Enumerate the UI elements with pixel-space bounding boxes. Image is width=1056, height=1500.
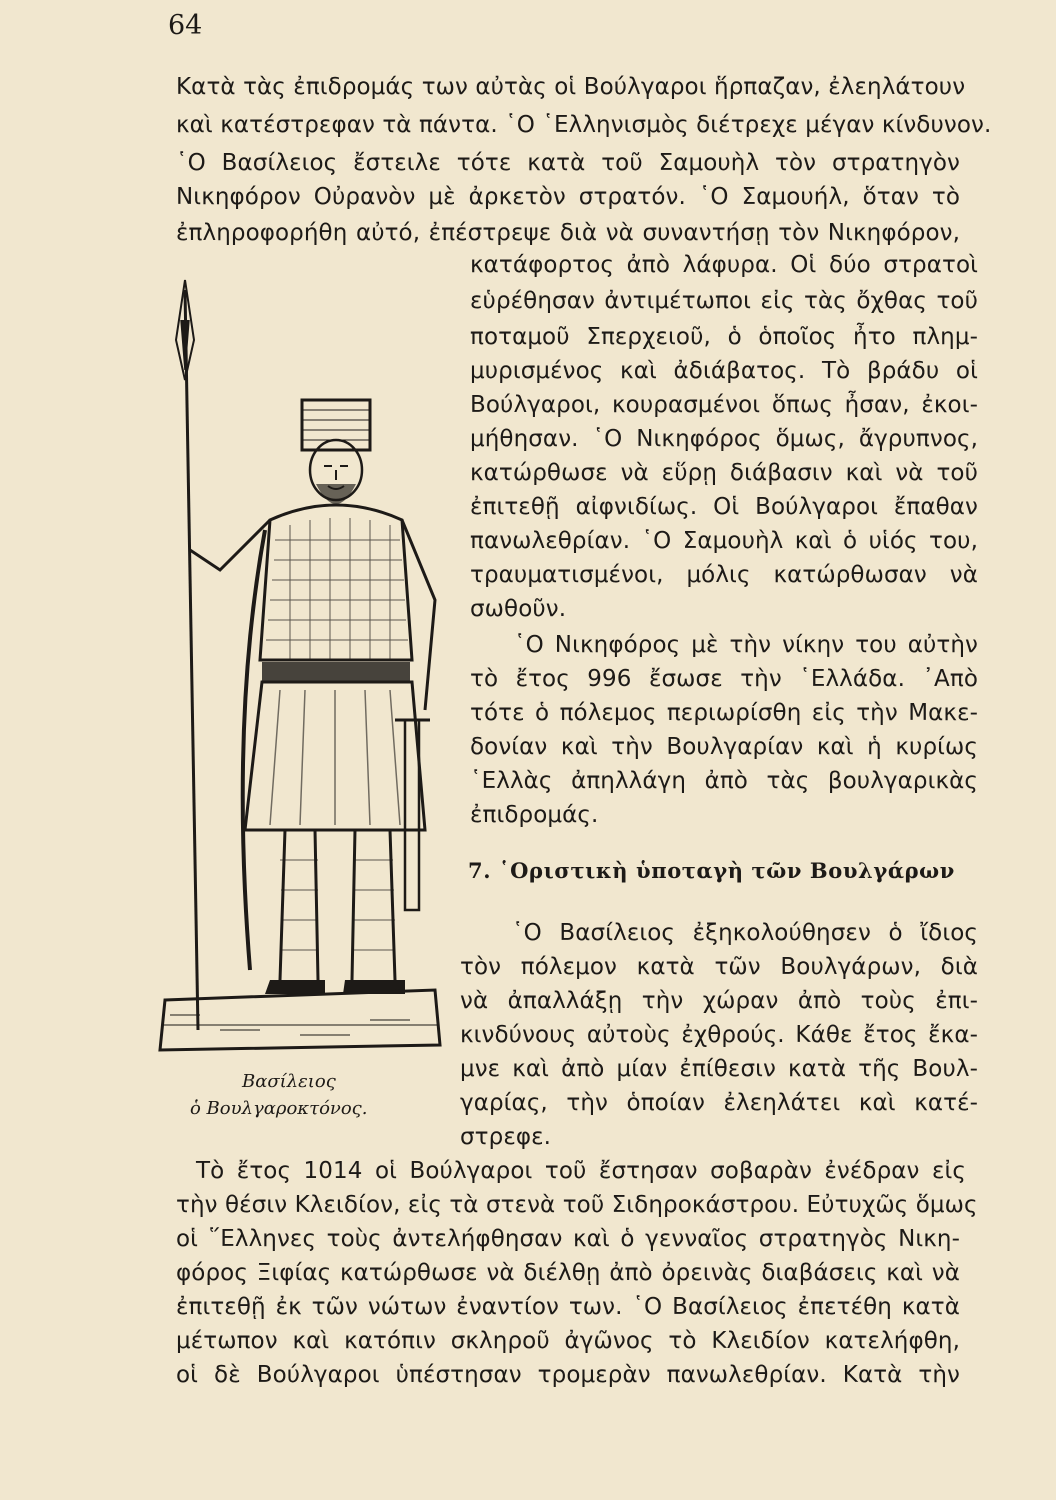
text-line: ῾Ο Νικηφόρος μὲ τὴν νίκην του αὐτὴν (514, 632, 978, 658)
text-line: ἐπιτεθῇ αἰφνιδίως. Οἱ Βούλγαροι ἔπαθαν (470, 494, 978, 520)
text-line: τὴν θέσιν Κλειδίον, εἰς τὰ στενὰ τοῦ Σιδηροκάστρου. Εὐτυχῶς ὅμως (176, 1192, 978, 1218)
text-line: τὸ ἔτος 996 ἔσωσε τὴν ῾Ελλάδα. ᾿Απὸ (470, 666, 978, 692)
figure-caption-line1: Βασίλειος (242, 1071, 336, 1092)
text-line: ῾Ο Βασίλειος ἐξηκολούθησεν ὁ ἴδιος (512, 920, 978, 946)
text-line: κινδύνους αὐτοὺς ἐχθρούς. Κάθε ἔτος ἔκα- (460, 1022, 978, 1048)
text-line: τὸν πόλεμον κατὰ τῶν Βουλγάρων, διὰ (460, 954, 978, 980)
page-number: 64 (168, 10, 203, 41)
text-line: μέτωπον καὶ κατόπιν σκληροῦ ἀγῶνος τὸ Κλειδίον κατελήφθη, (176, 1328, 960, 1354)
section-heading: 7. ῾Οριστικὴ ὑποταγὴ τῶν Βουλγάρων (468, 858, 955, 883)
text-line: τραυματισμένοι, μόλις κατώρθωσαν νὰ (470, 562, 978, 588)
text-line: τότε ὁ πόλεμος περιωρίσθη εἰς τὴν Μακε- (470, 700, 978, 726)
text-line: Νικηφόρον Οὐρανὸν μὲ ἀρκετὸν στρατόν. ῾Ο Σαμουήλ, ὅταν τὸ (176, 184, 960, 210)
text-line: σωθοῦν. (470, 596, 567, 622)
text-line: ῾Ελλὰς ἀπηλλάγη ἀπὸ τὰς βουλγαρικὰς (470, 768, 978, 794)
figure-caption-line2: ὁ Βουλγαροκτόνος. (190, 1098, 368, 1119)
text-line: μήθησαν. ῾Ο Νικηφόρος ὅμως, ἄγρυπνος, (470, 426, 978, 452)
text-line: ἐπιδρομάς. (470, 802, 599, 828)
text-line: Κατὰ τὰς ἐπιδρομάς των αὐτὰς οἱ Βούλγαροι ἥρπαζαν, ἐλεηλάτουν (176, 74, 966, 100)
text-line: ποταμοῦ Σπερχειοῦ, ὁ ὁποῖος ἦτο πλημ- (470, 324, 978, 350)
text-line: ῾Ο Βασίλειος ἔστειλε τότε κατὰ τοῦ Σαμουὴλ τὸν στρατηγὸν (176, 150, 960, 176)
text-line: πανωλεθρίαν. ῾Ο Σαμουὴλ καὶ ὁ υἱός του, (470, 528, 978, 554)
text-line: μνε καὶ ἀπὸ μίαν ἐπίθεσιν κατὰ τῆς Βουλ- (460, 1056, 978, 1082)
text-line: μυρισμένος καὶ ἀδιάβατος. Τὸ βράδυ οἱ (470, 358, 978, 384)
text-line: εὑρέθησαν ἀντιμέτωποι εἰς τὰς ὄχθας τοῦ (470, 288, 978, 314)
text-line: νὰ ἀπαλλάξῃ τὴν χώραν ἀπὸ τοὺς ἐπι- (460, 988, 978, 1014)
text-line: στρεφε. (460, 1124, 552, 1150)
emperor-with-spear-illustration (150, 270, 450, 1070)
text-line: ἐπληροφορήθη αὐτό, ἐπέστρεψε διὰ νὰ συναντήσῃ τὸν Νικηφόρον, (176, 220, 960, 246)
text-line: Τὸ ἔτος 1014 οἱ Βούλγαροι τοῦ ἔστησαν σοβαρὰν ἐνέδραν εἰς (196, 1158, 966, 1184)
text-line: φόρος Ξιφίας κατώρθωσε νὰ διέλθῃ ἀπὸ ὀρεινὰς διαβάσεις καὶ νὰ (176, 1260, 960, 1286)
text-line: ἐπιτεθῇ ἐκ τῶν νώτων ἐναντίον των. ῾Ο Βασίλειος ἐπετέθη κατὰ (176, 1294, 960, 1320)
text-line: Βούλγαροι, κουρασμένοι ὅπως ἦσαν, ἐκοι- (470, 392, 978, 418)
text-line: γαρίας, τὴν ὁποίαν ἐλεηλάτει καὶ κατέ- (460, 1090, 978, 1116)
text-line: κατάφορτος ἀπὸ λάφυρα. Οἱ δύο στρατοὶ (470, 252, 978, 278)
text-line: δονίαν καὶ τὴν Βουλγαρίαν καὶ ἡ κυρίως (470, 734, 978, 760)
text-line: οἱ ῞Ελληνες τοὺς ἀντελήφθησαν καὶ ὁ γενναῖος στρατηγὸς Νικη- (176, 1226, 960, 1252)
text-line: οἱ δὲ Βούλγαροι ὑπέστησαν τρομερὰν πανωλεθρίαν. Κατὰ τὴν (176, 1362, 960, 1388)
text-line: κατώρθωσε νὰ εὕρῃ διάβασιν καὶ νὰ τοῦ (470, 460, 978, 486)
text-line: καὶ κατέστρεφαν τὰ πάντα. ῾Ο ῾Ελληνισμὸς διέτρεχε μέγαν κίνδυνον. (176, 112, 992, 138)
